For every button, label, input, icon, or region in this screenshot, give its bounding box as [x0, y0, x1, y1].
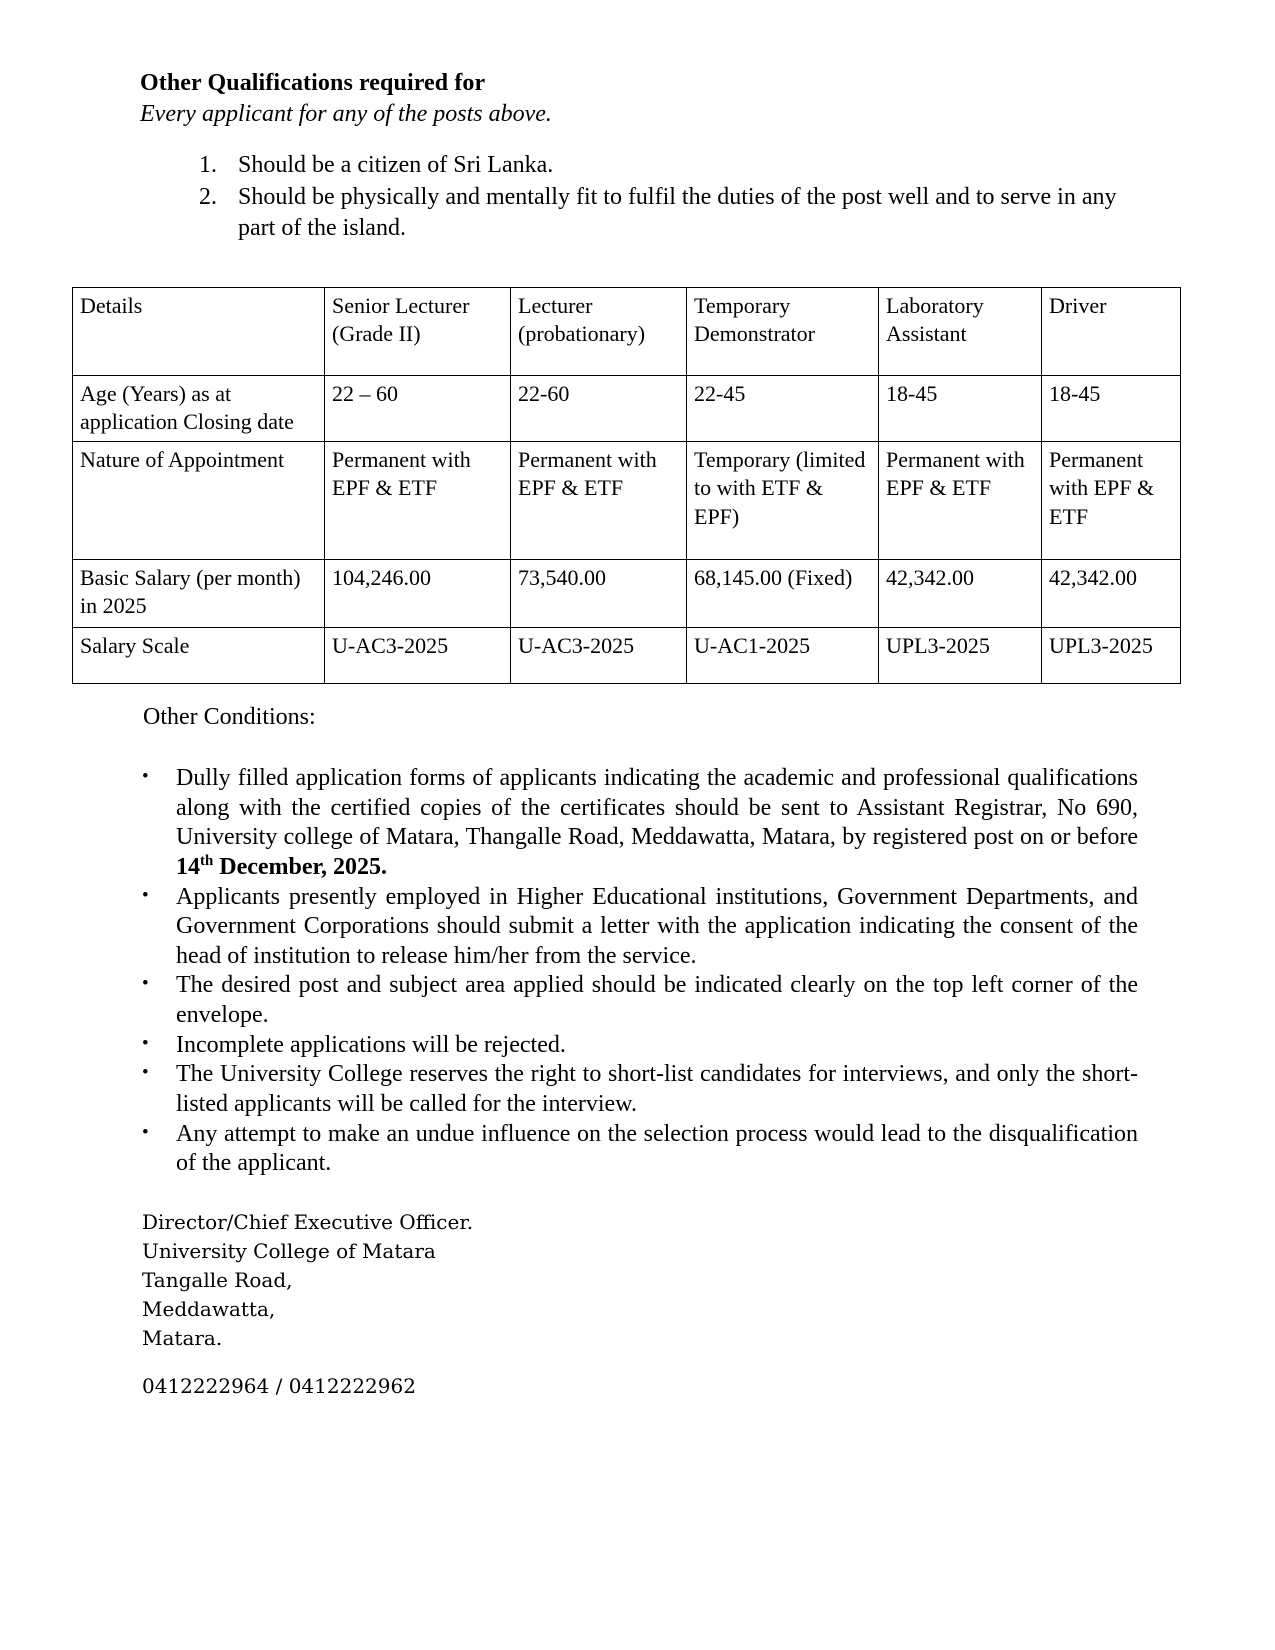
cell-text: U-AC3-2025	[518, 633, 635, 659]
heading-block	[140, 68, 1140, 129]
cell-text: 68,145.00 (Fixed)	[694, 565, 853, 591]
list-item-text: Should be physically and mentally fit to fulfil the duties of the post well and to serve in any part of the island.	[238, 184, 1117, 242]
table-header-cell-lecturer	[511, 288, 687, 376]
table-cell	[325, 628, 511, 684]
row-label-basic-salary	[73, 560, 325, 628]
cell-text: Lecturer	[518, 293, 593, 318]
condition-text: Dully filled application forms of applicants indicating the academic and professional qualifications along with the certified copies of the certificates should be sent to Assistant Registrar, No 690, University college of Matara, Thangalle Road, Meddawatta, Matara, by registered post on or before	[176, 765, 1138, 851]
page-subtitle: Every applicant for any of the posts above.	[140, 100, 552, 127]
cell-text: 18-45	[886, 381, 938, 406]
table-cell	[511, 376, 687, 442]
table-header-cell-senior-lecturer	[325, 288, 511, 376]
other-conditions-label: Other Conditions:	[143, 704, 316, 730]
table-cell	[879, 560, 1042, 628]
table-cell	[325, 442, 511, 560]
signatory-address-line-3: Matara.	[142, 1326, 223, 1350]
list-item-number: 1.	[199, 152, 217, 178]
table-header-cell-temporary-demonstrator	[687, 288, 879, 376]
table-row	[73, 628, 1181, 684]
cell-text: Permanent with EPF & ETF	[332, 447, 471, 501]
cell-text: in 2025	[80, 593, 147, 619]
table-header-cell-laboratory-assistant	[879, 288, 1042, 376]
bullet-icon: •	[142, 766, 149, 787]
table-cell	[1042, 560, 1181, 628]
list-item	[170, 150, 1130, 181]
bullet-icon: •	[142, 884, 149, 906]
signature-block	[142, 1208, 473, 1353]
table-cell	[325, 376, 511, 442]
cell-text: 42,342.00	[886, 565, 974, 591]
bullet-icon: •	[142, 973, 149, 995]
deadline-month-year: December, 2025.	[213, 853, 387, 880]
cell-text: 42,342.00	[1049, 565, 1137, 591]
table-cell	[511, 560, 687, 628]
list-item-text: Should be a citizen of Sri Lanka.	[238, 152, 554, 178]
cell-text: 22 – 60	[332, 381, 398, 406]
qualifications-list	[170, 150, 1130, 246]
table-cell	[879, 628, 1042, 684]
table-cell	[511, 628, 687, 684]
condition-bullet-3	[140, 971, 1138, 1030]
bullet-icon: •	[142, 1032, 149, 1054]
signatory-address-line-1: Tangalle Road,	[142, 1268, 293, 1292]
table-cell	[687, 376, 879, 442]
table-cell	[511, 442, 687, 560]
cell-text: 104,246.00	[332, 565, 431, 591]
table-cell	[879, 442, 1042, 560]
cell-text: Salary Scale	[80, 633, 190, 659]
deadline-day-suffix: th	[200, 852, 214, 869]
table-cell	[1042, 442, 1181, 560]
bullet-icon: •	[142, 1121, 149, 1143]
post-details-table	[72, 287, 1181, 684]
table-cell	[687, 560, 879, 628]
table-cell	[687, 442, 879, 560]
row-label-nature-of-appointment	[73, 442, 325, 560]
signatory-institution: University College of Matara	[142, 1239, 436, 1263]
cell-text: (Grade II)	[332, 321, 421, 347]
cell-text: Details	[80, 293, 143, 318]
signatory-address-line-2: Meddawatta,	[142, 1297, 276, 1321]
cell-text: 18-45	[1049, 381, 1101, 406]
table-row	[73, 560, 1181, 628]
condition-bullet-2	[140, 883, 1138, 972]
contact-phone-numbers: 0412222964 / 0412222962	[142, 1374, 416, 1398]
table-cell	[1042, 376, 1181, 442]
cell-text: U-AC1-2025	[694, 633, 811, 659]
table-cell	[325, 560, 511, 628]
table-row	[73, 442, 1181, 560]
cell-text: (probationary)	[518, 321, 646, 347]
table-row	[73, 376, 1181, 442]
cell-text: Age (Years) as at	[80, 381, 232, 406]
row-label-age	[73, 376, 325, 442]
condition-text: The desired post and subject area applied should be indicated clearly on the top left corner of the envelope.	[176, 972, 1138, 1028]
condition-text: Any attempt to make an undue influence on the selection process would lead to the disqualification of the applicant.	[176, 1120, 1138, 1177]
cell-text: Laboratory	[886, 293, 984, 318]
cell-text: U-AC3-2025	[332, 633, 449, 659]
cell-text: Driver	[1049, 293, 1107, 318]
table-cell	[879, 376, 1042, 442]
cell-text: Senior Lecturer	[332, 293, 470, 318]
cell-text: Permanent with EPF & ETF	[1049, 447, 1155, 529]
cell-text: Assistant	[886, 321, 967, 347]
condition-text: Incomplete applications will be rejected.	[176, 1031, 566, 1058]
cell-text: application Closing date	[80, 409, 294, 435]
condition-text: The University College reserves the right to short-list candidates for interviews, and only the short-listed applicants will be called for the interview.	[176, 1061, 1138, 1117]
table-header-cell-details	[73, 288, 325, 376]
cell-text: Basic Salary (per month)	[80, 565, 301, 591]
cell-text: UPL3-2025	[886, 633, 990, 659]
deadline-day: 14	[176, 853, 200, 880]
signatory-title: Director/Chief Executive Officer.	[142, 1210, 474, 1234]
condition-bullet-5	[140, 1060, 1138, 1119]
table-header-cell-driver	[1042, 288, 1181, 376]
table-cell	[1042, 628, 1181, 684]
page-title: Other Qualifications required for	[140, 70, 486, 96]
row-label-salary-scale	[73, 628, 325, 684]
list-item	[170, 182, 1130, 244]
cell-text: Demonstrator	[694, 321, 815, 347]
cell-text: Temporary	[694, 293, 791, 318]
cell-text: Permanent with EPF & ETF	[518, 447, 657, 501]
condition-bullet-6	[140, 1120, 1138, 1179]
condition-bullet-1	[140, 764, 1138, 883]
cell-text: Temporary (limited to with ETF & EPF)	[694, 447, 866, 529]
list-item-number: 2.	[199, 184, 217, 211]
other-conditions-list	[140, 764, 1138, 1179]
condition-text: Applicants presently employed in Higher Educational institutions, Government Departments, and Government Corporations should submit a letter with the application indicating the consent of the head of institution to release him/her from the service.	[176, 883, 1138, 969]
bullet-icon: •	[142, 1062, 149, 1084]
cell-text: Permanent with EPF & ETF	[886, 447, 1025, 501]
table-header-row	[73, 288, 1181, 376]
cell-text: 22-45	[694, 381, 746, 406]
cell-text: 22-60	[518, 381, 570, 406]
cell-text: Nature of Appointment	[80, 447, 285, 473]
cell-text: UPL3-2025	[1049, 633, 1153, 659]
condition-bullet-4	[140, 1031, 1138, 1061]
cell-text: 73,540.00	[518, 565, 606, 591]
table-cell	[687, 628, 879, 684]
